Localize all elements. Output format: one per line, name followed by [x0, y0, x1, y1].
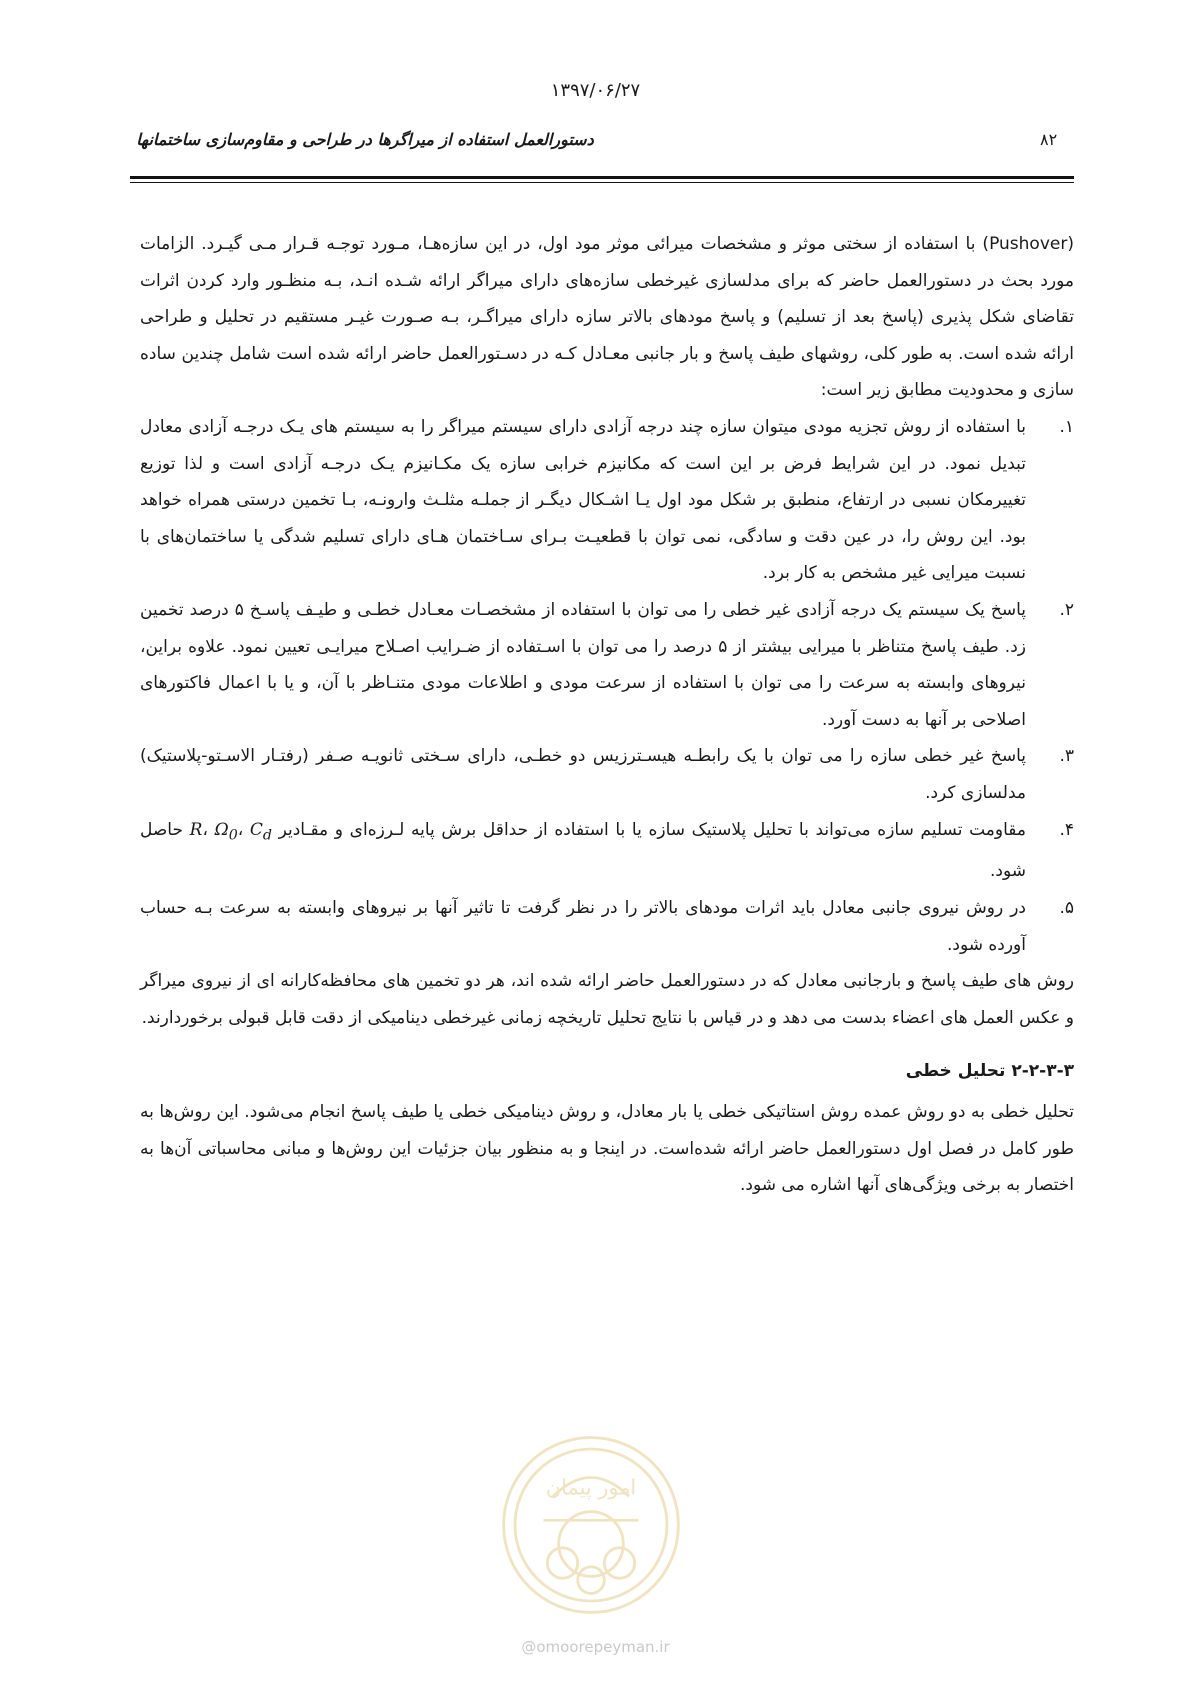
list-item — [140, 738, 1074, 811]
watermark-logo-text: امور پیمان — [545, 1475, 637, 1500]
symbol-omega: $\Omega_0$ — [214, 819, 238, 843]
section-paragraph: تحلیل خطی به دو روش عمده روش استاتیکی خطی یا بار معادل، و روش دینامیکی خطی یا طیف پاسخ انجام می‌شود. این روش‌ها به طور کامل در فصل اول دستورالعمل حاضر ارائه شده‌است. در اینجا و به منظور بیان جزئیات این روش‌ها و مبانی محاسباتی آن‌ها به اختصار به برخی ویژگی‌های آنها اشاره می شود. — [140, 1102, 1074, 1196]
list-number: ۴. — [1059, 819, 1074, 840]
list-item: ۴. مقاومت تسلیم سازه می‌تواند با تحلیل پلاستیک سازه یا با استفاده از حداقل برش پایه لـرزه‌ای و مقـادیر R، $\Omega_0،$ $C_d$ حاصل شود. — [140, 812, 1074, 891]
section-heading: ۲-۲-۳-۳ تحلیل خطی — [905, 1061, 1074, 1082]
header-rule-thick — [130, 176, 1074, 179]
limitations-list — [140, 409, 1074, 963]
intro-paragraph: (Pushover) با استفاده از سختی موثر و مشخصات میرائی موثر مود اول، در این سازه‌هـا، مـورد توجـه قـرار مـی گیـرد. الزامات مورد بحث در دستورالعمل حاضر که برای مدلسازی غیرخطی سازه‌های دارای میراگر ارائه شـده انـد، بـه منظـور وارد کردن اثرات تقاضای شکل پذیری (پاسخ بعد از تسلیم) و پاسخ مودهای بالاتر سازه دارای میراگـر، بـه صـورت غیـر مستقیم در تحلیل و طراحی ارائه شده است. به طور کلی، روشهای طیف پاسخ و بار جانبی معـادل کـه در دسـتورالعمل حاضر ارائه شده است شامل چندین ساده سازی و محدودیت مطابق زیر است: — [140, 234, 1074, 401]
list-item-text-end: حاصل شود. — [140, 819, 1026, 882]
closing-paragraph: روش های طیف پاسخ و بارجانبی معادل که در دستورالعمل حاضر ارائه شده اند، هر دو تخمین های محافظه‌کارانه ای از نیروی میراگر و عکس العمل های اعضاء بدست می دهد و در قیاس با نتایج تحلیل تاریخچه زمانی غیرخطی دینامیکی از دقت قابل قبولی برخوردارند. — [140, 971, 1074, 1028]
list-number: ۵. — [1059, 898, 1074, 919]
page-number: ۸۲ — [1040, 130, 1058, 149]
list-item-text: در روش نیروی جانبی معادل باید اثرات مودهای بالاتر را در نظر گرفت تا تاثیر آنها بر نیروهای وابسته به سرعت بـه حساب آورده شود. — [140, 898, 1026, 955]
list-number: ۳. — [1059, 746, 1074, 767]
header-rule-thin — [130, 182, 1074, 183]
list-number: ۲. — [1059, 599, 1074, 620]
symbol-cd: $C_d$ — [249, 819, 272, 843]
watermark-site: @omoorepeyman.ir — [521, 1638, 670, 1656]
list-item — [140, 890, 1074, 963]
list-item-text: پاسخ غیر خطی سازه را می توان با یک رابطـه هیسـترزیس دو خطـی، دارای سـختی ثانویـه صـفر (رفتـار الاسـتو-پلاستیک) مدلسازی کرد. — [140, 746, 1026, 803]
watermark-logo-icon — [496, 1430, 686, 1620]
list-item — [140, 592, 1074, 738]
document-date: ۱۳۹۷/۰۶/۲۷ — [550, 80, 641, 101]
list-item-text: با استفاده از روش تجزیه مودی میتوان سازه چند درجه آزادی دارای سیستم میراگر را به سیستم های یـک درجـه آزادی معادل تبدیل نمود. در این شرایط فرض بر این است که مکانیزم خرابی سازه یک مکـانیزم یـک درجـه آزادی است و لذا توزیع تغییرمکان نسبی در ارتفاع، منطبق بر شکل مود اول یـا اشـکال دیگـر از جملـه مثلـث وارونـه، بـا تخمین درستی همراه خواهد بود. این روش را، در عین دقت و سادگی، نمی توان با قطعیـت بـرای سـاختمان هـای دارای تسلیم شدگی یا ساختمان‌های با نسبت میرایی غیر مشخص به کار برد. — [140, 416, 1026, 584]
list-item-text: مقاومت تسلیم سازه می‌تواند با تحلیل پلاستیک سازه یا با استفاده از حداقل برش پایه لـرزه‌ای و مقـادیر — [278, 819, 1026, 840]
symbol-r: R — [189, 819, 203, 840]
list-item-text: پاسخ یک سیستم یک درجه آزادی غیر خطی را می توان با استفاده از مشخصـات معـادل خطـی و طیـف پاسـخ ۵ درصد تخمین زد. طیف پاسخ متناظر با میرایی بیشتر از ۵ درصد را می توان با اسـتفاده از ضـرایب اصـلاح میرایـی تعیین نمود. علاوه براین، نیروهای وابسته به سرعت را می توان با استفاده از سرعت مودی و اطلاعات مودی متنـاظر با آن، و یا با اعمال فاکتورهای اصلاحی بر آنها به دست آورد. — [140, 599, 1026, 730]
list-item — [140, 409, 1074, 592]
page-body — [140, 226, 1074, 1204]
list-number: ۱. — [1059, 416, 1074, 437]
running-title: دستورالعمل استفاده از میراگرها در طراحی و مقاوم‌سازی ساختمانها — [136, 130, 594, 149]
